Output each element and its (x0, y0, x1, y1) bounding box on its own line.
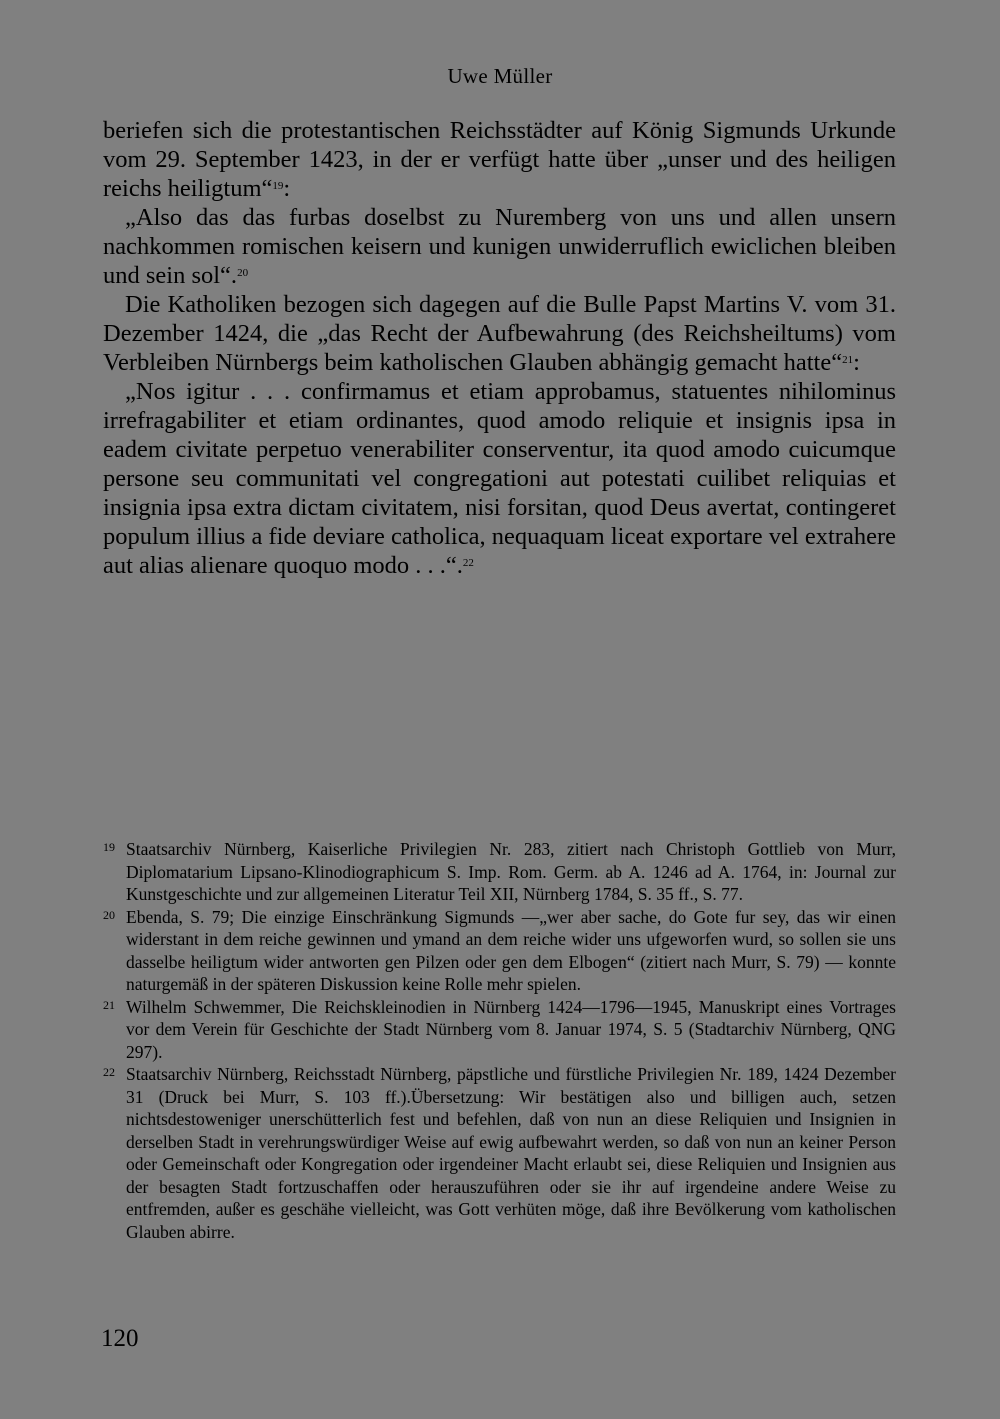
footnote (103, 1063, 896, 1243)
footnote (103, 838, 896, 906)
footnote (103, 996, 896, 1064)
running-header: Uwe Müller (447, 64, 553, 88)
punctuation: : (283, 175, 291, 202)
quotation (103, 377, 896, 580)
quotation-text: „Also das das furbas doselbst zu Nuremberg von uns und allen unsern nachkommen romischen keisern und kunigen unwiderruflich ewiclichen bleiben und sein sol“. (103, 204, 896, 289)
footnote-ref: 22 (462, 557, 474, 569)
footnote-text: Ebenda, S. 79; Die einzige Einschränkung Sigmunds —„wer aber sache, do Gote fur sey, das wir einen widerstant in dem reiche gewinnen und ymand an dem reiche wider uns ufgeworfen wurd, so sollen sie uns dasselbe heiligtum wider antworten gen Pilzen oder gen dem Elbogen“ (zitiert nach Murr, S. 79) — konnte naturgemäß in der späteren Diskussion keine Rolle mehr spielen. (126, 906, 896, 994)
footnote-ref: 20 (237, 267, 249, 279)
paragraph (103, 290, 896, 377)
footnote-text: Staatsarchiv Nürnberg, Kaiserliche Privilegien Nr. 283, zitiert nach Christoph Gottlieb von Murr, Diplomatarium Lipsano-Klinodiographicum S. Imp. Rom. Germ. ab A. 1246 ad A. 1764, in: Journal zur Kunstgeschichte und zur allgemeinen Literatur Teil XII, Nürnberg 1784, S. 35 ff., S. 77. (126, 839, 896, 904)
paragraph-text: Die Katholiken bezogen sich dagegen auf die Bulle Papst Martins V. vom 31. Dezember 1424, die „das Recht der Aufbewahrung (des Reichsheiltums) vom Verbleiben Nürnbergs beim katholischen Glauben abhängig gemacht hatte“ (103, 291, 896, 376)
quotation (103, 203, 896, 290)
footnote-number: 19 (103, 840, 115, 854)
footnotes (103, 838, 896, 1243)
footnote-number: 21 (103, 997, 115, 1012)
footnote-number: 22 (103, 1065, 115, 1079)
punctuation: : (853, 349, 860, 376)
page-number: 120 (101, 1325, 139, 1352)
quotation-text: „Nos igitur . . . confirmamus et etiam approbamus, statuentes nihilominus irrefragabiliter et etiam ordinantes, quod amodo reliquie et insignis ipsa in eadem civitate perpetuo venerabiliter conserventur, ita quod amodo cuicumque persone seu communitati vel congregationi aut potestati cuilibet reliquias et insignia ipsa extra dictam civitatem, nisi forsitan, quod Deus avertat, contingeret populum illius a fide deviare catholica, nequaquam liceat exportare vel extrahere aut alias alienare quoquo modo . . .“. (103, 378, 896, 579)
footnote-text: Staatsarchiv Nürnberg, Reichsstadt Nürnberg, päpstliche und fürstliche Privilegien Nr. 189, 1424 Dezember 31 (Druck bei Murr, S. 103 ff.).Übersetzung: Wir bestätigen also und billigen auch, setzen nichtsdestoweniger unerschütterlich fest und befehlen, daß von nun an diese Reliquien und Insignien in derselben Stadt in verehrungswürdiger Weise auf ewig aufbewahrt werden, so daß von nun an keiner Person oder Gemeinschaft oder Kongregation oder irgendeiner Macht erlaubt sei, diese Reliquien und Insignien aus der besagten Stadt fortzuschaffen oder herauszuführen oder sie ihr auf irgendeine andere Weise zu entfremden, außer es geschähe vielleicht, was Gott verhüten möge, daß ihre Bevölkerung vom katholischen Glauben abirre. (126, 1064, 896, 1242)
paragraph (103, 116, 896, 203)
footnote-text: Wilhelm Schwemmer, Die Reichskleinodien in Nürnberg 1424—1796—1945, Manuskript eines Vortrages vor dem Verein für Geschichte der Stadt Nürnberg vom 8. Januar 1974, S. 5 (Stadtarchiv Nürnberg, QNG 297). (126, 996, 896, 1062)
footnote-ref: 21 (842, 354, 854, 366)
paragraph-text: beriefen sich die protestantischen Reichsstädter auf König Sigmunds Urkunde vom 29. September 1423, in der er verfügt hatte über „unser und des heiligen reichs heiligtum“ (103, 117, 896, 202)
footnote (103, 906, 896, 996)
footnote-ref: 19 (272, 180, 284, 192)
main-text (103, 116, 896, 580)
footnote-number: 20 (103, 907, 115, 922)
